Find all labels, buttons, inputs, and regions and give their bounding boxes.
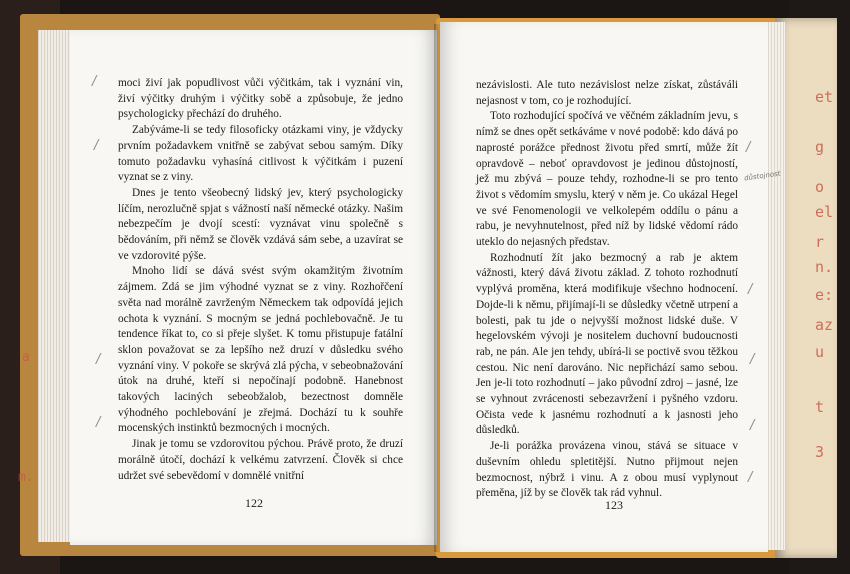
red-mark: 3 xyxy=(815,443,825,461)
paragraph: Rozhodnutí žít jako bezmocný a rab je aktem vážnosti, který dává životu základ. Z tohoto rozhodnutí vyplývá proměna, která modifikuje všechno hodnocení. Dojde-li k němu, přijímají-li se důsledky včetně utrpení a bolesti, pak tu jde o nejvyšší možnost lidské duše. V hegelovském vývoji je nositelem duchovní budoucnosti rab, ne pán. Ale jen tehdy, ubírá-li se poctivě svou těžkou cestou. Nic není darováno. Nic nepřichází samo sebou. Jen je-li toto rozhodnutí – jako původní zdroj – jasné, lze se vyhnout zvrácenosti sebezavržení i pyšného vzdoru. Očista vede k jasnému rozhodnutí a k jasnosti jeho důsledků. xyxy=(476,251,738,437)
pencil-mark: / xyxy=(92,74,97,89)
page-number: 122 xyxy=(245,496,263,510)
page-stack-right xyxy=(765,22,785,550)
paragraph: moci živí jak popudlivost vůči výčitkám, tak i vyznání vin, živí výčitky druhým i výčitky sobě a způsobuje, že jedno psychologicky přechází do druhého. xyxy=(118,77,403,121)
pencil-mark: / xyxy=(750,352,755,367)
right-page xyxy=(440,22,782,552)
paragraph: nezávislosti. Ale tuto nezávislost nelze získat, zůstáváli nejasnost v tom, co je rozhodující. xyxy=(476,79,738,107)
red-mark: g xyxy=(815,138,825,156)
red-mark: el xyxy=(815,203,834,221)
red-mark: u xyxy=(815,343,825,361)
red-mark: e: xyxy=(815,286,834,304)
paragraph: Mnoho lidí se dává svést svým okamžitým životním zájmem. Zdá se jim výhodné vyznat se z viny. Rozhořčení světa nad morálně zavrženým Německem tak odpovídá jejich ochota k vyznání. S mocným se jedná pochlebovačně. Je tu tendence říkat to, co si přeje slyšet. K tomu přistupuje fatální sklon považovat se za lepšího než druzí v důsledku svého vyznání viny. V pokoře se skrývá zlá pýcha, v sebeobnažování útok na druhé, kteří si nepočínají podobně. Hanebnost takových laciných sebeobžalob, bezectnost domněle výhodného pochlebování je zřejmá. Dochází tu k souhře mocenských instinktů bezmocných i mocných. xyxy=(118,265,403,435)
pencil-mark: / xyxy=(746,140,751,155)
pencil-mark: / xyxy=(748,282,753,297)
red-mark: o xyxy=(815,178,825,196)
pencil-mark: / xyxy=(96,415,101,430)
red-mark: r xyxy=(815,233,825,251)
pencil-mark: / xyxy=(750,418,755,433)
left-page xyxy=(70,30,437,545)
paragraph: Zabýváme-li se tedy filosoficky otázkami viny, je vždycky prvním požadavkem vnitřně se zabývat sebou samým. Díky tomuto požadavku vyhasíná citlivost k výčitkám i puzení vyznat se z viny. xyxy=(118,124,403,184)
paragraph: Je-li porážka provázena vinou, stává se situace v duševním ohledu spletitější. Nutno přijmout nejen bezmocnost, nýbrž i vinu. A z obou musí vyplynout přeměna, jíž by se člověk tak rád vyhnul. xyxy=(476,440,738,500)
pencil-mark: / xyxy=(94,138,99,153)
paragraph: Dnes je tento všeobecný lidský jev, který psychologicky líčím, nerozlučně spjat s vážností naší německé otázky. Našim nebezpečím je dvojí scestí: vyznávat vinu společně s bědováním, při němž se člověk vzdává sám sebe, a uzavírat se ve vzdorovité pýše. xyxy=(118,186,403,262)
paragraph: Toto rozhodující spočívá ve věčném základním jevu, s nímž se dnes opět setkáváme v nové podobě: kdo dává po naprosté porážce přednost životu před smrtí, může žít opravdově – neboť opravdovost je jedinou důstojností, jež mu zbývá – pouze tehdy, rozhodne-li se pro tento život s vědomím smyslu, který v něm je. Co ukázal Hegel ve své Fenomenologii ve velkolepém oddílu o pánu a rabu, je nevyhnutelnost, před níž by lidské vědomí rádo uteklo do nejasných představ. xyxy=(476,110,738,249)
red-mark: a xyxy=(22,350,30,365)
red-mark: az xyxy=(815,316,834,334)
red-mark: et xyxy=(815,88,834,106)
pencil-mark: / xyxy=(748,470,753,485)
red-mark: n. xyxy=(815,258,834,276)
red-mark: m. xyxy=(18,470,34,485)
left-page-text xyxy=(118,76,403,484)
right-page-text xyxy=(476,78,738,502)
red-mark: t xyxy=(815,398,825,416)
paragraph: Jinak je tomu se vzdorovitou pýchou. Právě proto, že druzí morálně útočí, dochází k velkému zatvrzení. Člověk si chce udržet své sebevědomí v domnělé vnitřní xyxy=(118,438,403,482)
page-number: 123 xyxy=(605,498,623,512)
pencil-mark: / xyxy=(96,352,101,367)
page-stack-left xyxy=(18,30,74,542)
margin-note: důstojnost xyxy=(743,169,782,183)
